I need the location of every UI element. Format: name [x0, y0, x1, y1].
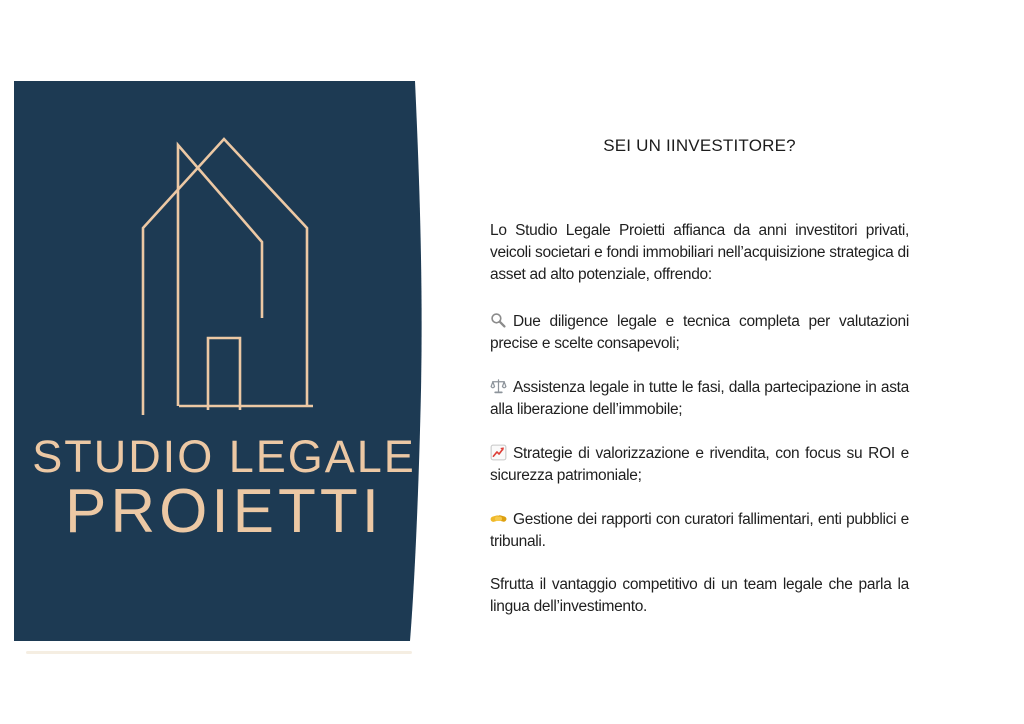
- house-door-line: [208, 338, 240, 410]
- house-outer-line: [143, 139, 307, 415]
- chart-increasing-icon: [490, 444, 507, 461]
- magnifier-icon: [490, 312, 507, 329]
- intro-paragraph: Lo Studio Legale Proietti affianca da anni investitori privati, veicoli societari e fondi immobiliari nell’acquisizione strategica di asset ad alto potenziale, offrendo:: [490, 221, 909, 283]
- bullet-gestione: [490, 509, 909, 553]
- bullet-text: Due diligence legale e tecnica completa per valutazioni precise e scelte consapevoli;: [490, 312, 909, 352]
- balance-scale-icon: [490, 378, 507, 395]
- brand-name-line1: STUDIO LEGALE: [32, 431, 416, 482]
- panel-shadow: [26, 651, 412, 654]
- bullet-assistenza: [490, 377, 909, 421]
- bullet-text: Strategie di valorizzazione e rivendita, con focus su ROI e sicurezza patrimoniale;: [490, 444, 909, 484]
- house-outline-icon: [130, 128, 322, 420]
- bullet-strategie: [490, 443, 909, 487]
- house-inner-line: [178, 145, 262, 406]
- bullet-text: Gestione dei rapporti con curatori fallimentari, enti pubblici e tribunali.: [490, 510, 909, 550]
- handshake-icon: [490, 510, 507, 527]
- page-title: SEI UN IINVESTITORE?: [603, 136, 796, 155]
- closing-paragraph: Sfrutta il vantaggio competitivo di un team legale che parla la lingua dell’investimento.: [490, 575, 909, 615]
- bullet-due-diligence: [490, 311, 909, 355]
- brand-name-line2: PROIETTI: [65, 477, 383, 546]
- bullet-text: Assistenza legale in tutte le fasi, dalla partecipazione in asta alla liberazione dell’immobile;: [490, 378, 909, 418]
